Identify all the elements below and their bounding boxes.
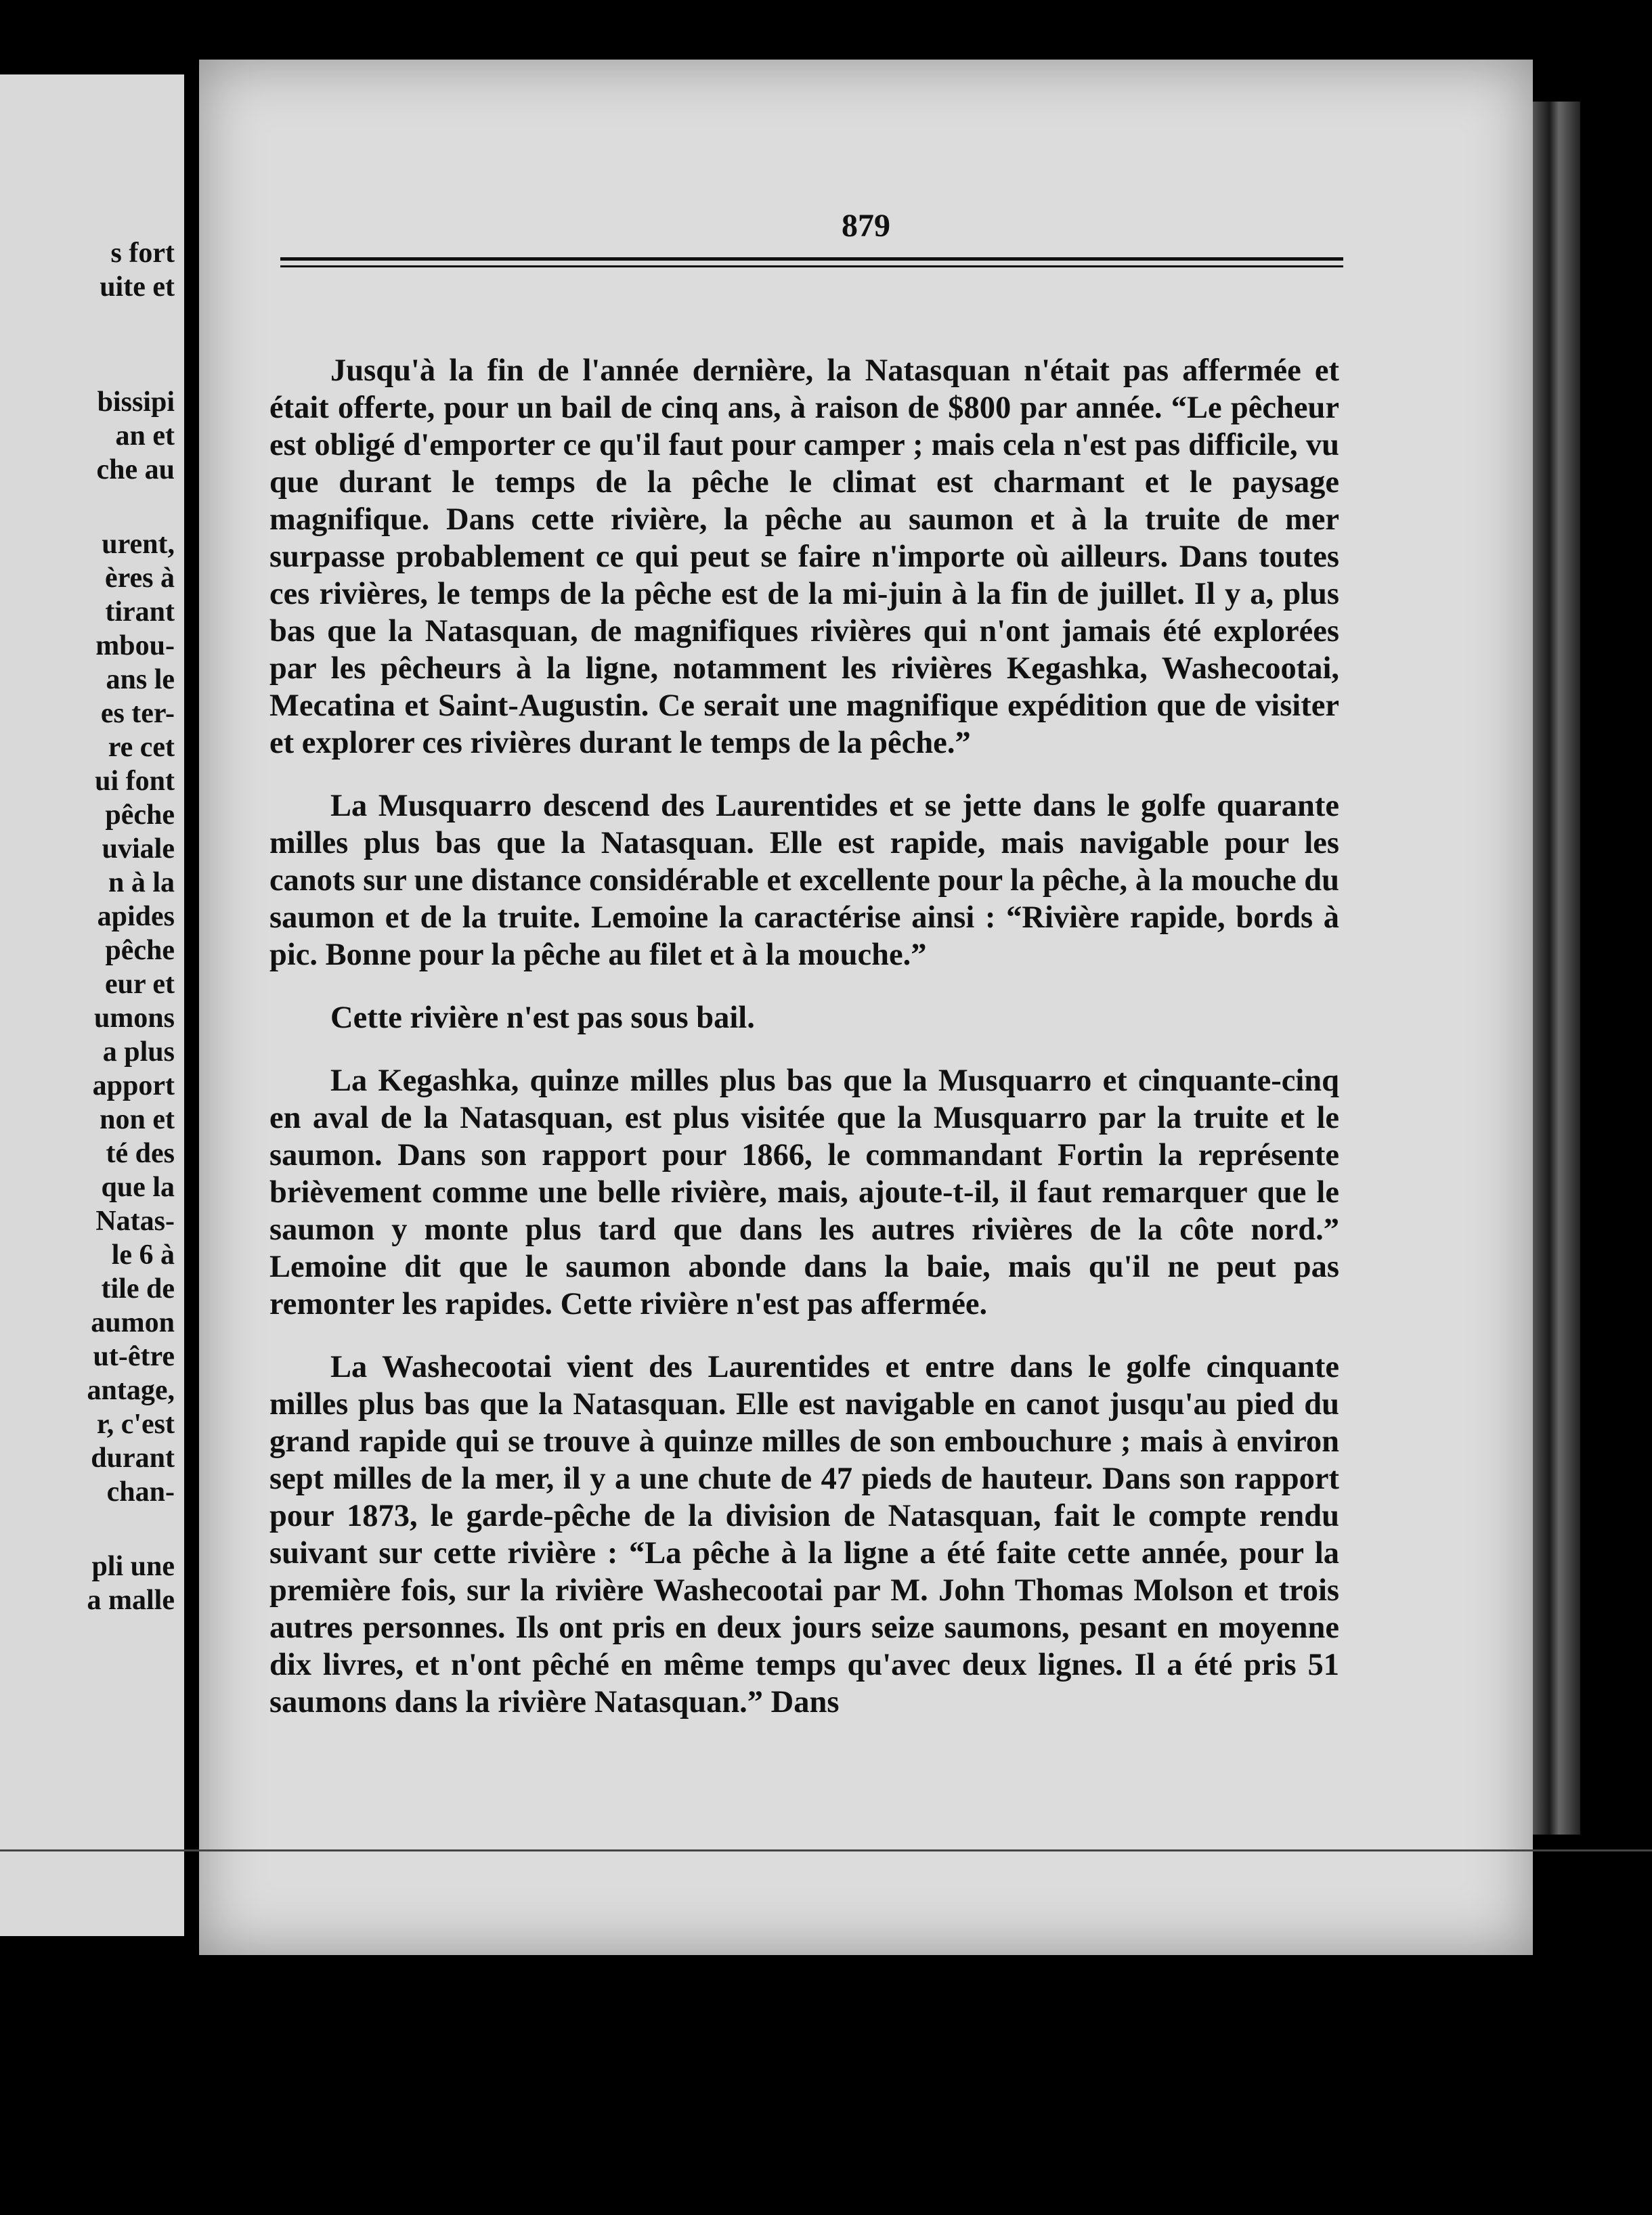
facing-line-fragment: le 6 à (111, 1240, 175, 1271)
header-rule (280, 257, 1343, 261)
header-rule-thin (280, 265, 1343, 267)
facing-line-fragment: umons (93, 1003, 175, 1034)
facing-line-fragment: ères à (104, 563, 175, 594)
facing-line-fragment: aumon (91, 1307, 175, 1338)
facing-line-fragment: pêche (105, 799, 175, 831)
facing-line-fragment: a malle (87, 1585, 175, 1616)
facing-page-fragment (0, 74, 184, 1936)
facing-line-fragment: uviale (102, 833, 175, 864)
facing-line-fragment: antage, (87, 1375, 175, 1406)
facing-line-fragment: pêche (105, 935, 175, 966)
facing-line-fragment: urent, (102, 529, 175, 560)
facing-line-fragment: ans le (106, 664, 175, 695)
paragraph-musquarro: La Musquarro descend des Laurentides et se jette dans le golfe quarante milles plus bas que la Natasquan. Elle est rapide, mais navigable pour les canots sur une distance considérable et excellente pour la pêche, à la mouche du saumon et de la truite. Lemoine la caractérise ainsi : “Rivière rapide, bords à pic. Bonne pour la pêche au filet et à la mouche.” (269, 789, 1339, 972)
body-text (269, 352, 1339, 1747)
facing-line-fragment: Natas- (95, 1206, 175, 1237)
paragraph-washecootai: La Washecootai vient des Laurentides et entre dans le golfe cinquante milles plus bas que la Natasquan. Elle est navigable en canot jusqu'au pied du grand rapide qui se trouve à quinze milles de son embouchure ; mais à environ sept milles de la mer, il y a une chute de 47 pieds de hauteur. Dans son rapport pour 1873, le garde-pêche de la division de Natasquan, fait le compte rendu suivant sur cette rivière : “La pêche à la ligne a été faite cette année, pour la première fois, sur la rivière Washecootai par M. John Thomas Molson et trois autres personnes. Ils ont pris en deux jours seize saumons, pesant en moyenne dix livres, et n'ont pêché en même temps qu'avec deux lignes. Il a été pris 51 saumons dans la rivière Natasquan.” Dans (269, 1350, 1339, 1719)
facing-line-fragment: bissipi (97, 387, 175, 418)
scan-line (0, 1849, 1652, 1851)
facing-line-fragment: es ter- (100, 698, 175, 729)
page-edge (1533, 102, 1580, 1835)
facing-line-fragment: apides (97, 901, 175, 932)
paragraph-kegashka: La Kegashka, quinze milles plus bas que la Musquarro et cinquante-cinq en aval de la Natasquan, est plus visitée que la Musquarro par la truite et le saumon. Dans son rapport pour 1866, le commandant Fortin la représente brièvement comme une belle rivière, mais, ajoute-t-il, il faut remarquer que le saumon y monte plus tard que dans les autres rivières de la côte nord.” Lemoine dit que le saumon abonde dans la baie, mais qu'il ne peut pas remonter les rapides. Cette rivière n'est pas affermée. (269, 1063, 1339, 1321)
paragraph-natasquan: Jusqu'à la fin de l'année dernière, la Natasquan n'était pas affermée et était offerte, pour un bail de cinq ans, à raison de $800 par année. “Le pêcheur est obligé d'emporter ce qu'il faut pour camper ; mais cela n'est pas difficile, vu que durant le temps de la pêche le climat est charmant et le paysage magnifique. Dans cette rivière, la pêche au saumon et à la truite de mer surpasse probablement ce qui peut se faire n'importe où ailleurs. Dans toutes ces rivières, le temps de la pêche est de la mi-juin à la fin de juillet. Il y a, plus bas que la Natasquan, de magnifiques rivières qui n'ont jamais été explorées par les pêcheurs à la ligne, notamment les rivières Kegashka, Washecootai, Mecatina et Saint-Augustin. Ce serait une magnifique expédition que de visiter et explorer ces rivières durant le temps de la pêche.” (269, 353, 1339, 760)
facing-line-fragment: an et (115, 420, 175, 452)
page-number: 879 (842, 208, 890, 244)
facing-line-fragment: n à la (108, 867, 175, 898)
facing-line-fragment: mbou- (95, 630, 175, 661)
facing-line-fragment: s fort (110, 238, 175, 269)
facing-line-fragment: a plus (102, 1036, 175, 1068)
facing-line-fragment: che au (96, 454, 175, 485)
facing-line-fragment: chan- (106, 1476, 175, 1508)
paragraph-lease-note: Cette rivière n'est pas sous bail. (330, 1001, 755, 1035)
book-page (199, 60, 1533, 1955)
facing-line-fragment: apport (92, 1070, 175, 1101)
facing-line-fragment: tile de (101, 1273, 175, 1304)
book-gutter (184, 0, 199, 2215)
facing-line-fragment: ut-être (93, 1341, 175, 1372)
facing-line-fragment: re cet (108, 732, 175, 763)
facing-line-fragment: durant (91, 1443, 175, 1474)
facing-line-fragment: ui font (95, 766, 175, 797)
facing-line-fragment: tirant (105, 596, 175, 628)
facing-line-fragment: pli une (91, 1551, 175, 1582)
facing-line-fragment: té des (106, 1138, 175, 1169)
facing-line-fragment: que la (101, 1172, 175, 1203)
facing-line-fragment: eur et (104, 969, 175, 1000)
facing-line-fragment: non et (100, 1104, 175, 1135)
facing-line-fragment: uite et (100, 271, 175, 303)
facing-line-fragment: r, c'est (96, 1409, 175, 1440)
